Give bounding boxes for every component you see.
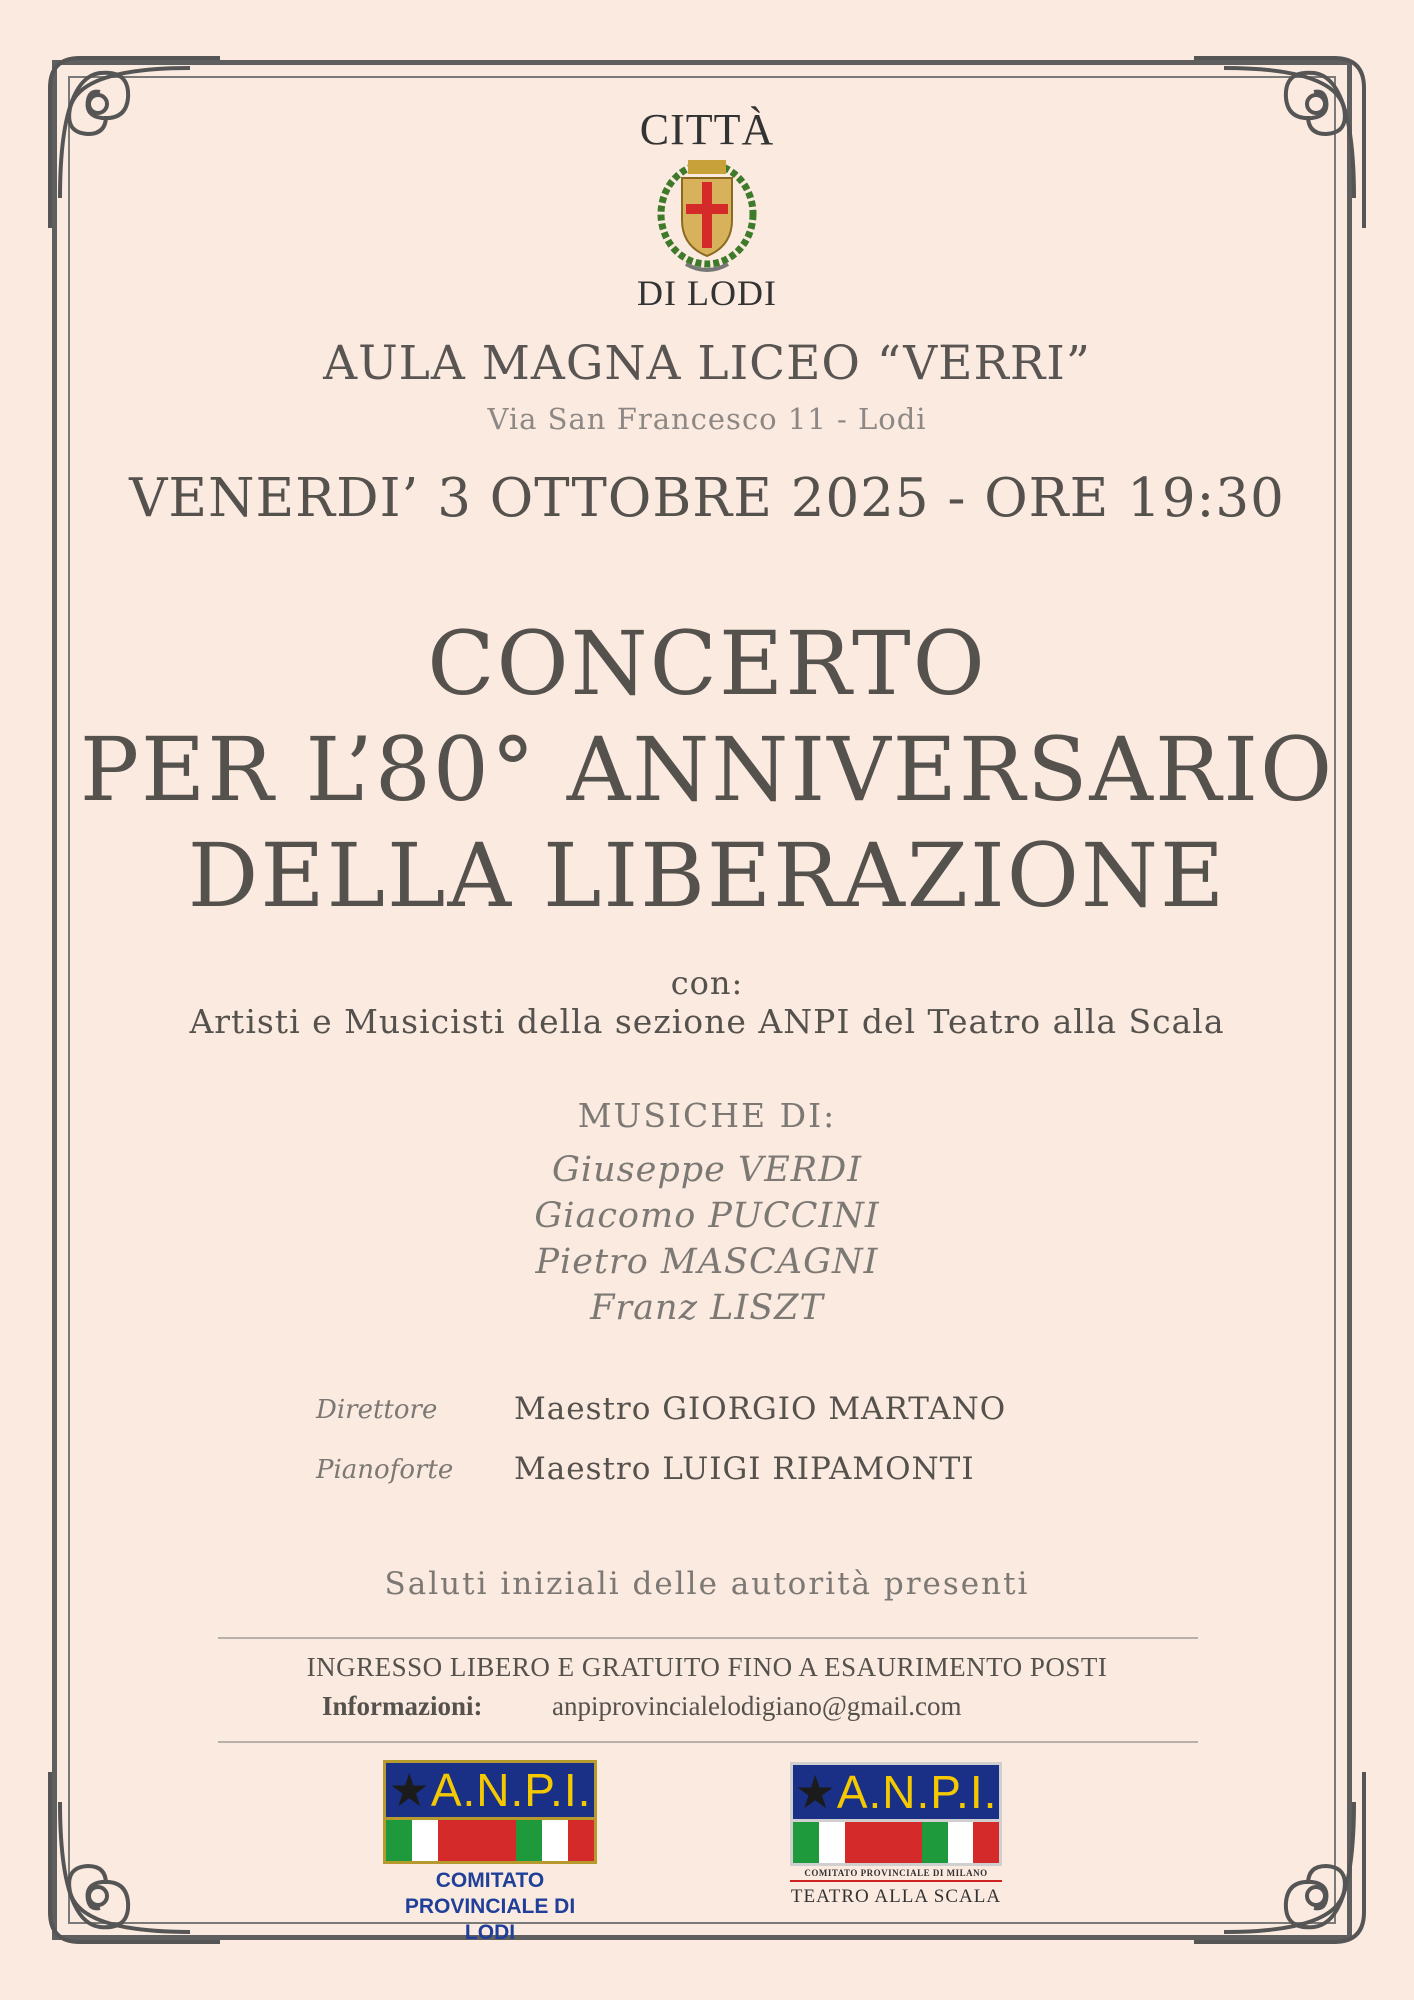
anpi-badge-text: A.N.P.I. <box>836 1766 998 1818</box>
entry-info: INGRESSO LIBERO E GRATUITO FINO A ESAURIMENTO POSTI <box>306 1652 1108 1682</box>
italian-flag-icon <box>790 1822 1002 1866</box>
logo-caption: PROVINCIALE DI LODI <box>404 1895 576 1944</box>
corner-ornament-icon <box>40 1762 230 1952</box>
divider <box>218 1637 1198 1639</box>
venue-address: Via San Francesco 11 - Lodi <box>487 402 927 436</box>
composer-item: Giuseppe VERDI <box>551 1150 863 1190</box>
credit-name: Maestro LUIGI RIPAMONTI <box>514 1451 975 1487</box>
crest-top-text: CITTÀ <box>639 105 775 154</box>
anpi-badge <box>383 1760 597 1820</box>
anpi-milano-logo <box>790 1762 1002 1908</box>
event-title-line: PER L’80° ANNIVERSARIO <box>79 718 1335 821</box>
credit-name: Maestro GIORGIO MARTANO <box>514 1391 1007 1427</box>
composer-item: Giacomo PUCCINI <box>534 1196 880 1236</box>
logo-caption: COMITATO PROVINCIALE DI MILANO <box>790 1868 1002 1882</box>
teatro-scala-wordmark: TEATRO ALLA SCALA <box>790 1886 1002 1907</box>
anpi-badge-text: A.N.P.I. <box>430 1764 592 1816</box>
venue-name: AULA MAGNA LICEO “VERRI” <box>323 336 1091 391</box>
logo-caption: COMITATO <box>435 1869 545 1892</box>
composer-item: Pietro MASCAGNI <box>535 1242 879 1282</box>
italian-flag-icon <box>383 1820 597 1864</box>
event-title-line: DELLA LIBERAZIONE <box>187 824 1227 927</box>
performers-intro: con: <box>670 964 744 1002</box>
event-title-line: CONCERTO <box>427 612 987 715</box>
event-date: VENERDI’ 3 OTTOBRE 2025 - ORE 19:30 <box>129 468 1285 529</box>
music-heading: MUSICHE DI: <box>577 1096 837 1135</box>
divider <box>218 1741 1198 1743</box>
composer-item: Franz LISZT <box>590 1288 824 1328</box>
credit-role: Pianoforte <box>316 1455 454 1485</box>
performers-text: Artisti e Musicisti della sezione ANPI del Teatro alla Scala <box>189 1002 1225 1041</box>
star-icon: ★ <box>388 1764 431 1816</box>
info-label: Informazioni: <box>322 1691 483 1721</box>
anpi-badge <box>790 1762 1002 1822</box>
anpi-lodi-logo <box>383 1760 597 1946</box>
contact-email[interactable]: anpiprovincialelodigiano@gmail.com <box>552 1691 962 1721</box>
city-crest-icon <box>656 150 758 278</box>
corner-ornament-icon <box>1184 1762 1374 1952</box>
greetings-text: Saluti iniziali delle autorità presenti <box>384 1566 1030 1602</box>
credit-role: Direttore <box>316 1395 438 1425</box>
crest-bottom-text: DI LODI <box>637 273 777 313</box>
star-icon: ★ <box>794 1766 837 1818</box>
